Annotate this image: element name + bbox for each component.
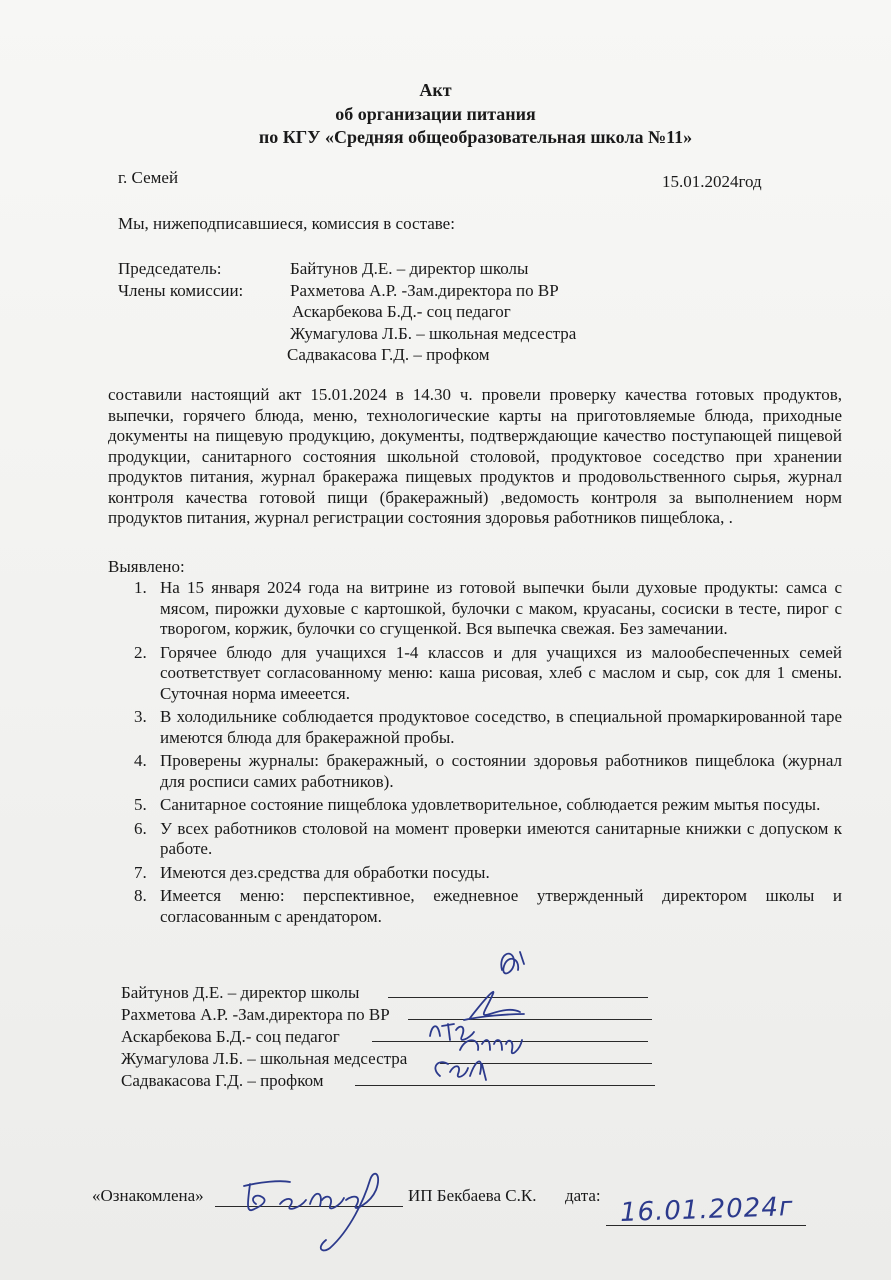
finding-item	[134, 819, 842, 860]
findings-label: Выявлено:	[108, 557, 185, 576]
finding-text: На 15 января 2024 года на витрине из готовой выпечки были духовые продукты: самса с мясом, пирожки духовые с картошкой, булочки с маком, круасаны, сосиски в тесте, пирог с творогом, коржик, булочки со сгущенкой. Вся выпечка свежая. Без замечании.	[160, 578, 842, 638]
handwritten-date: 16.01.2024г	[619, 1191, 795, 1229]
finding-number: 1.	[134, 578, 147, 597]
chair-label: Председатель:	[118, 259, 222, 278]
member-item: Аскарбекова Б.Д.- соц педагог	[292, 302, 511, 321]
finding-item	[134, 863, 842, 884]
members-label: Члены комиссии:	[118, 281, 244, 300]
act-body-text: составили настоящий акт 15.01.2024 в 14.30 ч. провели проверку качества готовых продуктов, выпечки, горячего блюда, меню, технологические карты на приготовляемые блюда, приходные документы на пищевую продукцию, документы, подтверждающие качество поступающей пищевой продукции, санитарного состояния школьной столовой, продуктовое соседство при хранении продуктов питания, журнал бракеража пищевых продуктов и продовольственного сырья, журнал контроля качества готовой пищи (бракеражный) ,ведомость контроля за выполнением норм продуктов питания, журнал регистрации состояния здоровья работников пищеблока, .	[108, 385, 842, 527]
organization-name: по КГУ «Средняя общеобразовательная школа №11»	[258, 127, 693, 147]
handwritten-signatures	[420, 940, 580, 1100]
finding-number: 4.	[134, 751, 147, 770]
finding-text: Проверены журналы: бракеражный, о состоянии здоровья работников пищеблока (журнал для росписи самих работников).	[160, 751, 842, 791]
finding-text: Имеется меню: перспективное, ежедневное утвержденный директором школы и согласованным с арендатором.	[160, 886, 842, 926]
finding-number: 7.	[134, 862, 147, 882]
finding-item	[134, 751, 842, 792]
intro-text: Мы, нижеподписавшиеся, комиссия в составе:	[118, 214, 455, 233]
finding-item	[134, 795, 842, 816]
signature-name: Садвакасова Г.Д. – профком	[121, 1071, 324, 1090]
acknowledgement-label: «Ознакомлена»	[92, 1186, 204, 1205]
finding-text: У всех работников столовой на момент проверки имеются санитарные книжки с допуском к работе.	[160, 818, 842, 858]
member-item: Жумагулова Л.Б. – школьная медсестра	[290, 324, 577, 343]
finding-text: Горячее блюдо для учащихся 1-4 классов и для учащихся из малообеспеченных семей соответствует согласованному меню: каша рисовая, хлеб с маслом и сыр, сок для 1 смены. Суточная норма имееется.	[160, 642, 842, 703]
city: г. Семей	[118, 168, 179, 187]
finding-number: 3.	[134, 707, 147, 726]
acknowledgement-person: ИП Бекбаева С.К.	[408, 1186, 537, 1205]
finding-text: Имеются дез.средства для обработки посуды.	[160, 862, 490, 882]
signature-name: Байтунов Д.Е. – директор школы	[121, 983, 360, 1002]
finding-item	[134, 707, 842, 748]
member-item: Садвакасова Г.Д. – профком	[287, 345, 490, 364]
finding-number: 6.	[134, 818, 147, 838]
acknowledgement-signature	[230, 1160, 410, 1260]
finding-item	[134, 643, 842, 705]
document-title: Акт	[419, 80, 452, 100]
finding-text: Санитарное состояние пищеблока удовлетворительное, соблюдается режим мытья посуды.	[160, 795, 821, 814]
member-item: Рахметова А.Р. -Зам.директора по ВР	[290, 281, 559, 300]
finding-text: В холодильнике соблюдается продуктовое соседство, в специальной промаркированной таре имеются блюда для бракеражной пробы.	[160, 707, 842, 747]
signature-name: Аскарбекова Б.Д.- соц педагог	[121, 1027, 340, 1046]
findings-list	[134, 578, 842, 930]
signature-name: Рахметова А.Р. -Зам.директора по ВР	[121, 1005, 390, 1024]
acknowledgement-date-label: дата:	[565, 1186, 601, 1205]
finding-item	[134, 886, 842, 927]
chair-name: Байтунов Д.Е. – директор школы	[290, 259, 529, 278]
document-subtitle: об организации питания	[335, 104, 536, 124]
finding-number: 2.	[134, 642, 147, 662]
finding-item	[134, 578, 842, 640]
signature-name: Жумагулова Л.Б. – школьная медсестра	[121, 1049, 408, 1068]
document-date: 15.01.2024год	[662, 172, 762, 191]
finding-number: 8.	[134, 886, 147, 905]
finding-number: 5.	[134, 795, 147, 814]
